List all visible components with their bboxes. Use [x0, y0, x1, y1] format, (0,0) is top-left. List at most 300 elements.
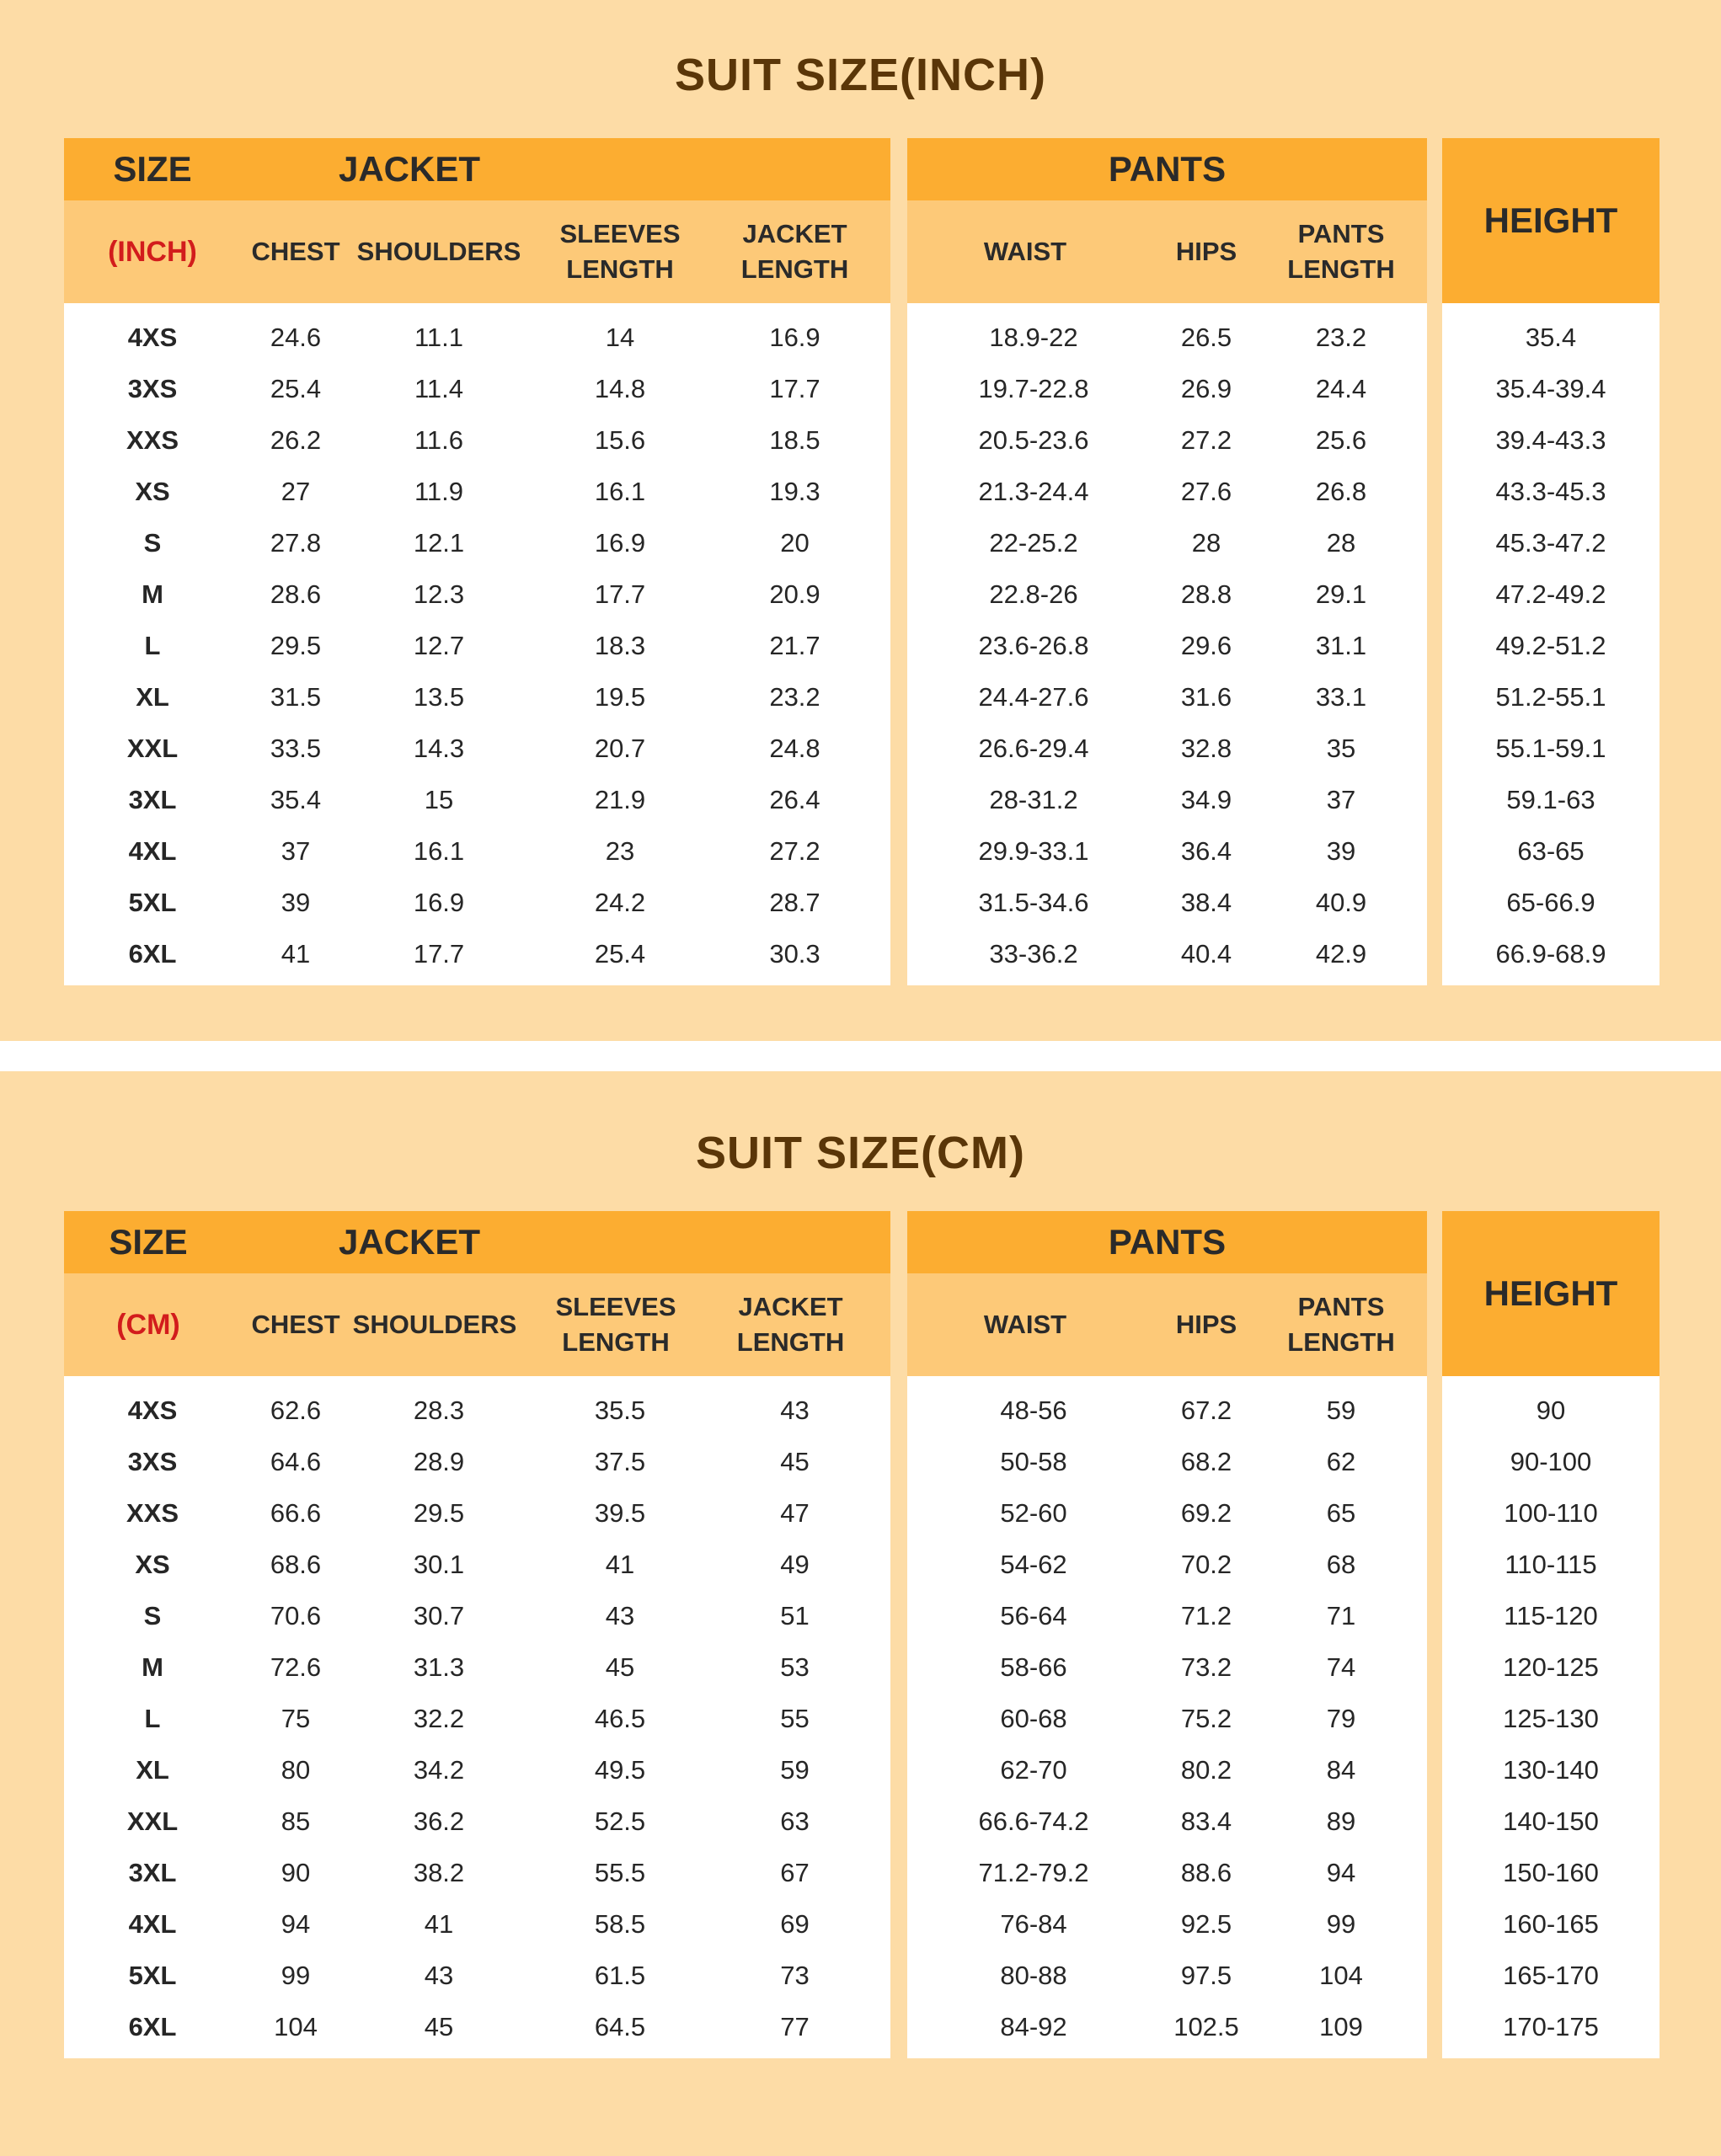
- jacket-length-cell: 67: [780, 1858, 810, 1887]
- table-row: [64, 620, 890, 671]
- size-cell: 5XL: [128, 888, 177, 917]
- size-header: SIZE: [109, 1222, 188, 1262]
- jacket-length-cell: 20: [780, 528, 810, 558]
- table-row: [64, 1847, 890, 1898]
- pants-length-cell: 37: [1326, 785, 1356, 814]
- size-cell: 4XS: [127, 323, 178, 352]
- height-cell: 125-130: [1503, 1704, 1599, 1733]
- jacket-length-cell: 17.7: [769, 374, 820, 403]
- waist-cell: 18.9-22: [989, 323, 1078, 352]
- jacket-length-cell: 18.5: [769, 425, 820, 455]
- size-cell: 6XL: [128, 939, 177, 969]
- hips-cell: 102.5: [1173, 2012, 1239, 2041]
- table-row: [1442, 466, 1660, 517]
- height-cell: 35.4-39.4: [1495, 374, 1606, 403]
- table-row: [1442, 568, 1660, 620]
- sleeves-length-cell: 14.8: [594, 374, 646, 403]
- table-row: [907, 363, 1427, 414]
- jacket-length-cell: 27.2: [769, 836, 820, 866]
- sleeves-length-cell: 16.1: [594, 477, 646, 506]
- sleeves-length-cell: 16.9: [594, 528, 646, 558]
- chest-cell: 31.5: [270, 682, 322, 712]
- hips-cell: 38.4: [1180, 888, 1232, 917]
- jacket-subheader-bar: [64, 1273, 890, 1376]
- jacket-length-cell: 21.7: [769, 631, 820, 660]
- waist-cell: 33-36.2: [989, 939, 1078, 969]
- chest-cell: 85: [281, 1806, 311, 1836]
- size-cell: 4XL: [128, 1909, 177, 1939]
- pants-length-cell: 59: [1326, 1396, 1356, 1425]
- chest-cell: 94: [281, 1909, 311, 1939]
- col-hips: HIPS: [1175, 1310, 1237, 1339]
- size-cell: XXS: [126, 425, 179, 455]
- shoulders-cell: 11.9: [414, 477, 464, 506]
- table-row: [907, 928, 1427, 979]
- shoulders-cell: 31.3: [413, 1652, 465, 1682]
- chest-cell: 80: [281, 1755, 311, 1785]
- jacket-length-cell: 30.3: [769, 939, 820, 969]
- jacket-length-cell: 16.9: [769, 323, 820, 352]
- pants-length-cell: 39: [1326, 836, 1356, 866]
- hips-cell: 80.2: [1180, 1755, 1232, 1785]
- height-body: [1442, 303, 1660, 985]
- table-row: [1442, 1744, 1660, 1796]
- size-cell: XXL: [126, 1806, 179, 1836]
- pants-length-cell: 71: [1326, 1601, 1356, 1630]
- table-row: [64, 877, 890, 928]
- height-cell: 150-160: [1503, 1858, 1599, 1887]
- table-row: [64, 1641, 890, 1693]
- table-row: [907, 414, 1427, 466]
- table-row: [1442, 517, 1660, 568]
- col-waist: WAIST: [983, 1310, 1067, 1339]
- unit-label: (INCH): [108, 236, 197, 268]
- pants-table: [907, 1211, 1427, 2058]
- table-row: [1442, 1436, 1660, 1487]
- table-row: [64, 1487, 890, 1539]
- waist-cell: 66.6-74.2: [978, 1806, 1089, 1836]
- sleeves-length-cell: 35.5: [594, 1396, 646, 1425]
- waist-cell: 50-58: [1000, 1447, 1067, 1476]
- shoulders-cell: 13.5: [413, 682, 465, 712]
- hips-cell: 26.5: [1180, 323, 1232, 352]
- waist-cell: 60-68: [1000, 1704, 1067, 1733]
- size-cell: S: [143, 528, 162, 558]
- col-jacket-length: JACKET LENGTH: [740, 219, 849, 284]
- jacket-length-cell: 20.9: [769, 579, 820, 609]
- sleeves-length-cell: 49.5: [594, 1755, 646, 1785]
- size-cell: XL: [136, 1755, 169, 1785]
- hips-cell: 36.4: [1180, 836, 1232, 866]
- chest-cell: 90: [281, 1858, 311, 1887]
- jacket-length-cell: 55: [780, 1704, 810, 1733]
- pants-length-cell: 104: [1319, 1961, 1363, 1990]
- col-shoulders: SHOULDERS: [356, 237, 521, 266]
- size-cell: XS: [135, 1550, 170, 1579]
- height-table: [1442, 1211, 1660, 2058]
- height-cell: 65-66.9: [1506, 888, 1595, 917]
- jacket-length-cell: 23.2: [769, 682, 820, 712]
- shoulders-cell: 15: [424, 785, 454, 814]
- shoulders-cell: 16.9: [413, 888, 465, 917]
- hips-cell: 27.2: [1180, 425, 1232, 455]
- height-cell: 110-115: [1505, 1550, 1597, 1579]
- shoulders-cell: 16.1: [413, 836, 465, 866]
- hips-cell: 68.2: [1180, 1447, 1232, 1476]
- jacket-length-cell: 24.8: [769, 734, 820, 763]
- table-row: [907, 825, 1427, 877]
- table-row: [907, 620, 1427, 671]
- size-cell: 3XS: [127, 1447, 178, 1476]
- height-cell: 59.1-63: [1506, 785, 1595, 814]
- waist-cell: 48-56: [1000, 1396, 1067, 1425]
- height-body: [1442, 1376, 1660, 2058]
- table-row: [64, 723, 890, 774]
- size-cell: 4XL: [128, 836, 177, 866]
- size-cell: L: [144, 1704, 161, 1733]
- hips-cell: 28: [1191, 528, 1221, 558]
- waist-cell: 84-92: [1000, 2012, 1067, 2041]
- sleeves-length-cell: 41: [605, 1550, 635, 1579]
- table-row: [1442, 1693, 1660, 1744]
- pants-length-cell: 33.1: [1315, 682, 1367, 712]
- table-row: [907, 1385, 1427, 1436]
- pants-subheader-bar: [907, 1273, 1427, 1376]
- pants-length-cell: 25.6: [1315, 425, 1367, 455]
- shoulders-cell: 45: [424, 2012, 454, 2041]
- table-row: [64, 1898, 890, 1950]
- shoulders-cell: 41: [424, 1909, 454, 1939]
- jacket-header: JACKET: [338, 1222, 481, 1262]
- sleeves-length-cell: 18.3: [594, 631, 646, 660]
- sleeves-length-cell: 17.7: [594, 579, 646, 609]
- shoulders-cell: 12.3: [413, 579, 465, 609]
- table-row: [907, 2001, 1427, 2052]
- pants-length-cell: 99: [1326, 1909, 1356, 1939]
- table-row: [64, 1693, 890, 1744]
- shoulders-cell: 12.7: [413, 631, 465, 660]
- jacket-length-cell: 45: [780, 1447, 810, 1476]
- shoulders-cell: 43: [424, 1961, 454, 1990]
- pants-length-cell: 94: [1326, 1858, 1356, 1887]
- table-row: [64, 1796, 890, 1847]
- chest-cell: 68.6: [270, 1550, 322, 1579]
- table-row: [64, 466, 890, 517]
- hips-cell: 70.2: [1180, 1550, 1232, 1579]
- table-row: [907, 517, 1427, 568]
- table-row: [907, 1436, 1427, 1487]
- table-row: [907, 1641, 1427, 1693]
- pants-length-cell: 65: [1326, 1498, 1356, 1528]
- pants-length-cell: 40.9: [1315, 888, 1367, 917]
- sleeves-length-cell: 37.5: [594, 1447, 646, 1476]
- table-row: [64, 568, 890, 620]
- waist-cell: 22-25.2: [989, 528, 1078, 558]
- table-row: [907, 1796, 1427, 1847]
- pants-header-bar: [907, 138, 1427, 200]
- col-pants-length: PANTS LENGTH: [1287, 219, 1395, 284]
- chest-cell: 28.6: [270, 579, 322, 609]
- col-chest: CHEST: [251, 237, 340, 266]
- height-cell: 160-165: [1503, 1909, 1599, 1939]
- table-row: [1442, 2001, 1660, 2052]
- waist-cell: 62-70: [1000, 1755, 1067, 1785]
- height-cell: 100-110: [1504, 1498, 1598, 1528]
- chest-cell: 25.4: [270, 374, 322, 403]
- pants-length-cell: 42.9: [1315, 939, 1367, 969]
- col-shoulders: SHOULDERS: [352, 1310, 517, 1339]
- col-sleeves-length: SLEEVES LENGTH: [559, 219, 681, 284]
- table-row: [907, 1950, 1427, 2001]
- waist-cell: 21.3-24.4: [978, 477, 1089, 506]
- pants-header: PANTS: [1108, 1222, 1227, 1262]
- size-cell: XS: [135, 477, 170, 506]
- table-row: [64, 1590, 890, 1641]
- pants-body: [907, 1376, 1427, 2058]
- size-cell: M: [142, 579, 163, 609]
- height-cell: 90-100: [1510, 1447, 1592, 1476]
- hips-cell: 97.5: [1180, 1961, 1232, 1990]
- jacket-subheader-bar: [64, 200, 890, 303]
- chest-cell: 104: [274, 2012, 318, 2041]
- sleeves-length-cell: 55.5: [594, 1858, 646, 1887]
- sleeves-length-cell: 61.5: [594, 1961, 646, 1990]
- table-row: [1442, 1898, 1660, 1950]
- pants-length-cell: 89: [1326, 1806, 1356, 1836]
- waist-cell: 24.4-27.6: [978, 682, 1089, 712]
- hips-cell: 29.6: [1180, 631, 1232, 660]
- pants-length-cell: 109: [1319, 2012, 1363, 2041]
- height-cell: 130-140: [1503, 1755, 1599, 1785]
- table-row: [1442, 877, 1660, 928]
- hips-cell: 34.9: [1180, 785, 1232, 814]
- waist-cell: 23.6-26.8: [978, 631, 1089, 660]
- waist-cell: 31.5-34.6: [978, 888, 1089, 917]
- table-row: [64, 1385, 890, 1436]
- height-table: [1442, 138, 1660, 985]
- height-cell: 55.1-59.1: [1495, 734, 1606, 763]
- table-row: [1442, 312, 1660, 363]
- col-hips: HIPS: [1175, 237, 1237, 266]
- pants-length-cell: 28: [1326, 528, 1356, 558]
- waist-cell: 71.2-79.2: [978, 1858, 1089, 1887]
- pants-table: [907, 138, 1427, 985]
- size-cell: XXS: [126, 1498, 179, 1528]
- table-row: [907, 1847, 1427, 1898]
- hips-cell: 26.9: [1180, 374, 1232, 403]
- height-cell: 120-125: [1503, 1652, 1599, 1682]
- table-row: [1442, 620, 1660, 671]
- chest-cell: 75: [281, 1704, 311, 1733]
- waist-cell: 54-62: [1000, 1550, 1067, 1579]
- table-row: [1442, 363, 1660, 414]
- hips-cell: 73.2: [1180, 1652, 1232, 1682]
- table-row: [64, 2001, 890, 2052]
- table-row: [64, 1950, 890, 2001]
- height-cell: 43.3-45.3: [1495, 477, 1606, 506]
- height-cell: 66.9-68.9: [1495, 939, 1606, 969]
- table-row: [64, 312, 890, 363]
- size-cell: 3XS: [127, 374, 178, 403]
- shoulders-cell: 17.7: [413, 939, 465, 969]
- table-row: [64, 363, 890, 414]
- table-row: [1442, 774, 1660, 825]
- pants-length-cell: 24.4: [1315, 374, 1367, 403]
- table-row: [64, 1744, 890, 1796]
- table-row: [1442, 928, 1660, 979]
- table-row: [907, 1744, 1427, 1796]
- chart-title: SUIT SIZE(CM): [696, 1128, 1025, 1178]
- size-cell: S: [143, 1601, 162, 1630]
- size-cell: XL: [136, 682, 169, 712]
- jacket-length-cell: 73: [780, 1961, 810, 1990]
- sleeves-length-cell: 21.9: [594, 785, 646, 814]
- jacket-table: [64, 1211, 890, 2058]
- table-row: [64, 774, 890, 825]
- sleeves-length-cell: 15.6: [594, 425, 646, 455]
- height-cell: 45.3-47.2: [1495, 528, 1606, 558]
- shoulders-cell: 14.3: [413, 734, 465, 763]
- col-pants-length: PANTS LENGTH: [1287, 1292, 1395, 1357]
- waist-cell: 58-66: [1000, 1652, 1067, 1682]
- waist-cell: 26.6-29.4: [978, 734, 1089, 763]
- sleeves-length-cell: 52.5: [594, 1806, 646, 1836]
- shoulders-cell: 30.7: [413, 1601, 465, 1630]
- jacket-length-cell: 51: [780, 1601, 810, 1630]
- table-row: [64, 414, 890, 466]
- pants-length-cell: 74: [1326, 1652, 1356, 1682]
- sleeves-length-cell: 24.2: [594, 888, 646, 917]
- size-cell: 6XL: [128, 2012, 177, 2041]
- cm-size-chart: [0, 1071, 1721, 2156]
- size-cell: 5XL: [128, 1961, 177, 1990]
- jacket-length-cell: 28.7: [769, 888, 820, 917]
- hips-cell: 92.5: [1180, 1909, 1232, 1939]
- shoulders-cell: 38.2: [413, 1858, 465, 1887]
- col-sleeves-length: SLEEVES LENGTH: [555, 1292, 676, 1357]
- chest-cell: 39: [281, 888, 311, 917]
- jacket-length-cell: 19.3: [769, 477, 820, 506]
- hips-cell: 69.2: [1180, 1498, 1232, 1528]
- hips-cell: 71.2: [1180, 1601, 1232, 1630]
- pants-length-cell: 62: [1326, 1447, 1356, 1476]
- shoulders-cell: 11.4: [414, 374, 464, 403]
- height-cell: 140-150: [1503, 1806, 1599, 1836]
- waist-cell: 20.5-23.6: [978, 425, 1089, 455]
- col-chest: CHEST: [251, 1310, 340, 1339]
- jacket-body: [64, 1376, 890, 2058]
- waist-cell: 29.9-33.1: [978, 836, 1089, 866]
- height-header: HEIGHT: [1442, 138, 1660, 303]
- jacket-body: [64, 303, 890, 985]
- jacket-length-cell: 26.4: [769, 785, 820, 814]
- table-row: [64, 928, 890, 979]
- hips-cell: 32.8: [1180, 734, 1232, 763]
- chest-cell: 41: [281, 939, 311, 969]
- table-row: [907, 774, 1427, 825]
- chest-cell: 35.4: [270, 785, 322, 814]
- height-cell: 47.2-49.2: [1495, 579, 1606, 609]
- jacket-header: JACKET: [338, 149, 481, 189]
- sleeves-length-cell: 43: [605, 1601, 635, 1630]
- col-jacket-length: JACKET LENGTH: [736, 1292, 845, 1357]
- table-row: [1442, 825, 1660, 877]
- size-cell: 4XS: [127, 1396, 178, 1425]
- shoulders-cell: 11.6: [414, 425, 464, 455]
- pants-length-cell: 79: [1326, 1704, 1356, 1733]
- sleeves-length-cell: 20.7: [594, 734, 646, 763]
- waist-cell: 76-84: [1000, 1909, 1067, 1939]
- table-row: [1442, 1950, 1660, 2001]
- jacket-length-cell: 47: [780, 1498, 810, 1528]
- sleeves-length-cell: 58.5: [594, 1909, 646, 1939]
- table-row: [64, 517, 890, 568]
- table-row: [907, 1539, 1427, 1590]
- jacket-length-cell: 49: [780, 1550, 810, 1579]
- shoulders-cell: 29.5: [413, 1498, 465, 1528]
- hips-cell: 83.4: [1180, 1806, 1232, 1836]
- table-row: [907, 568, 1427, 620]
- shoulders-cell: 28.9: [413, 1447, 465, 1476]
- waist-cell: 52-60: [1000, 1498, 1067, 1528]
- height-cell: 90: [1536, 1396, 1566, 1425]
- shoulders-cell: 30.1: [413, 1550, 465, 1579]
- sleeves-length-cell: 14: [605, 323, 635, 352]
- size-cell: 3XL: [128, 785, 177, 814]
- height-cell: 63-65: [1517, 836, 1585, 866]
- col-waist: WAIST: [983, 237, 1067, 266]
- table-row: [1442, 414, 1660, 466]
- height-cell: 39.4-43.3: [1495, 425, 1606, 455]
- table-row: [1442, 1641, 1660, 1693]
- pants-length-cell: 35: [1326, 734, 1356, 763]
- table-row: [64, 825, 890, 877]
- shoulders-cell: 32.2: [413, 1704, 465, 1733]
- jacket-length-cell: 53: [780, 1652, 810, 1682]
- sleeves-length-cell: 19.5: [594, 682, 646, 712]
- pants-header-bar: [907, 1211, 1427, 1273]
- pants-length-cell: 23.2: [1315, 323, 1367, 352]
- pants-length-cell: 68: [1326, 1550, 1356, 1579]
- table-row: [1442, 1847, 1660, 1898]
- waist-cell: 19.7-22.8: [978, 374, 1089, 403]
- chest-cell: 27.8: [270, 528, 322, 558]
- table-row: [1442, 723, 1660, 774]
- jacket-length-cell: 59: [780, 1755, 810, 1785]
- jacket-length-cell: 43: [780, 1396, 810, 1425]
- chest-cell: 70.6: [270, 1601, 322, 1630]
- pants-subheader-bar: [907, 200, 1427, 303]
- table-row: [1442, 671, 1660, 723]
- chest-cell: 26.2: [270, 425, 322, 455]
- jacket-length-cell: 63: [780, 1806, 810, 1836]
- hips-cell: 40.4: [1180, 939, 1232, 969]
- inch-size-chart: [0, 0, 1721, 1041]
- table-row: [64, 1539, 890, 1590]
- unit-label: (CM): [116, 1309, 180, 1341]
- shoulders-cell: 28.3: [413, 1396, 465, 1425]
- chest-cell: 64.6: [270, 1447, 322, 1476]
- jacket-table: [64, 138, 890, 985]
- jacket-header-bar: [64, 138, 890, 200]
- sleeves-length-cell: 25.4: [594, 939, 646, 969]
- height-cell: 115-120: [1504, 1601, 1598, 1630]
- chest-cell: 37: [281, 836, 311, 866]
- height-cell: 51.2-55.1: [1495, 682, 1606, 712]
- table-row: [1442, 1385, 1660, 1436]
- height-cell: 170-175: [1503, 2012, 1599, 2041]
- height-cell: 165-170: [1503, 1961, 1599, 1990]
